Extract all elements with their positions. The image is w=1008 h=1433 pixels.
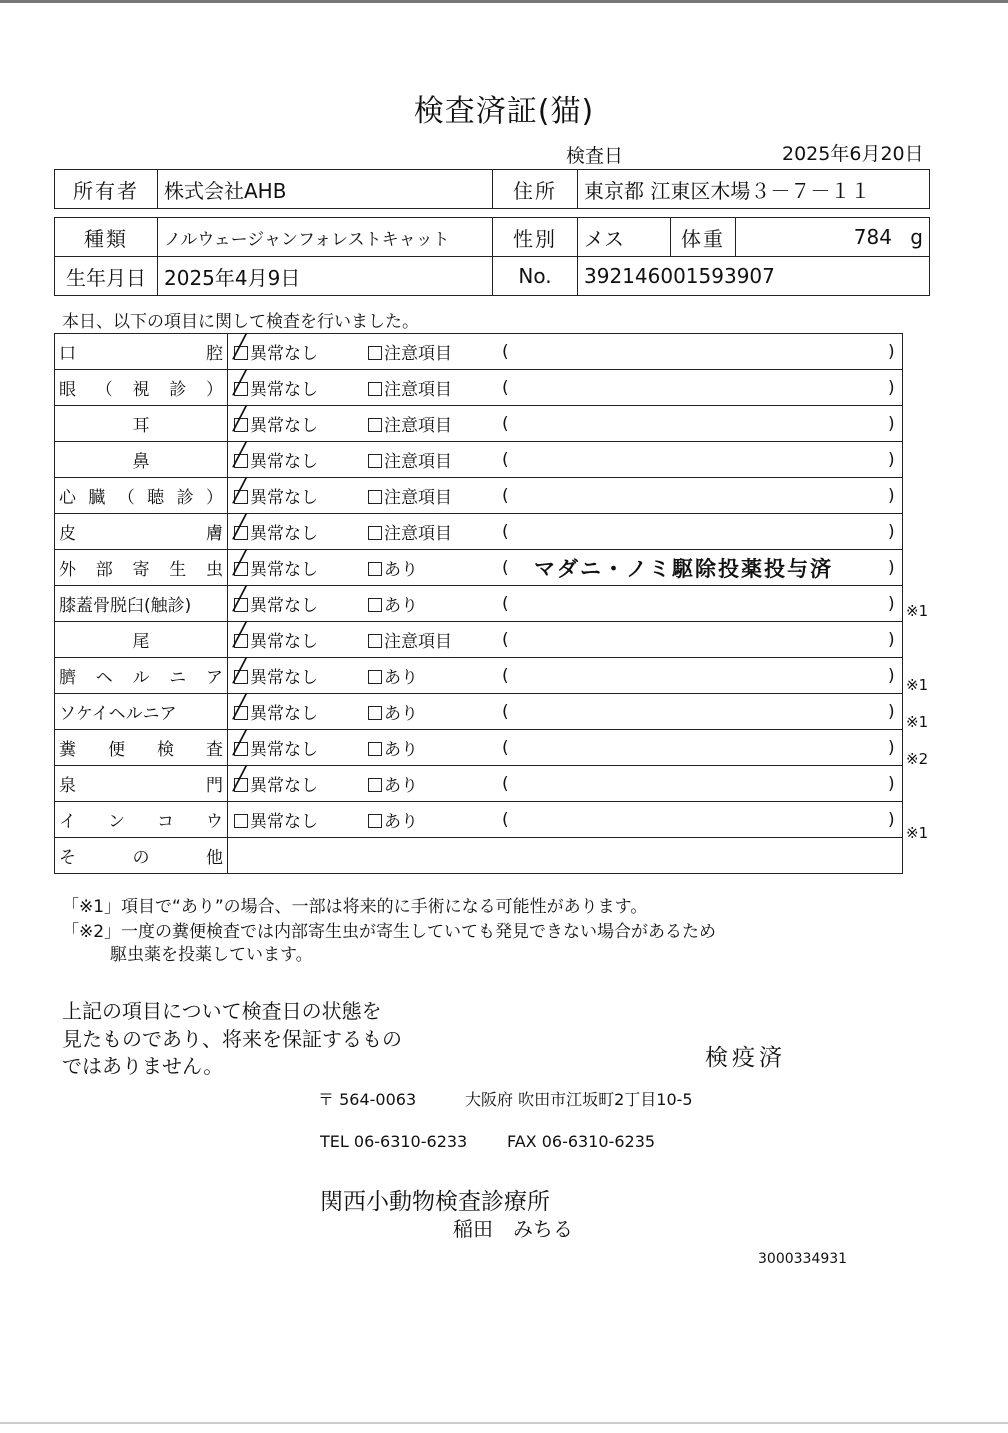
check-item-label-chars bbox=[59, 555, 223, 580]
check-item-label bbox=[55, 586, 228, 622]
close-paren: ) bbox=[888, 557, 895, 578]
open-paren: ( bbox=[502, 485, 509, 506]
check-row bbox=[55, 730, 903, 766]
check-options bbox=[228, 586, 903, 622]
no-abnormality-option[interactable] bbox=[233, 623, 318, 652]
label-char: 寄 bbox=[132, 560, 150, 580]
checkbox-attention[interactable] bbox=[368, 742, 382, 756]
disclaimer-line-3: ではありません。 bbox=[62, 1054, 224, 1078]
check-item-label bbox=[55, 658, 228, 694]
label-char: 膝蓋骨脱臼(触診) bbox=[59, 596, 192, 616]
no-abnormality-option[interactable] bbox=[233, 659, 318, 688]
attention-option[interactable] bbox=[368, 555, 418, 580]
no-abnormality-option[interactable] bbox=[233, 515, 318, 544]
checkbox-no-abnormality[interactable] bbox=[233, 479, 248, 504]
check-item-label-chars bbox=[59, 447, 223, 472]
close-paren: ) bbox=[888, 737, 895, 758]
footnote-marker: ※2 bbox=[906, 750, 929, 769]
label-char: 臍 bbox=[59, 668, 76, 688]
open-paren: ( bbox=[502, 737, 509, 758]
close-paren: ) bbox=[888, 413, 895, 434]
label-char: 診 bbox=[176, 488, 194, 508]
no-abnormality-option[interactable] bbox=[234, 807, 318, 832]
clinic-name: 関西小動物検査診療所 bbox=[320, 1189, 550, 1215]
no-label: No. bbox=[493, 257, 578, 296]
check-options bbox=[228, 622, 903, 658]
attention-option[interactable] bbox=[368, 483, 452, 508]
open-paren: ( bbox=[502, 665, 509, 686]
check-mark-icon: ╱ bbox=[233, 659, 247, 684]
note-2: 「※2」一度の糞便検査では内部寄生虫が寄生していても発見できない場合があるため bbox=[62, 922, 717, 942]
open-paren: ( bbox=[502, 809, 509, 830]
close-paren: ) bbox=[888, 593, 895, 614]
weight-label: 体重 bbox=[671, 218, 736, 257]
document-number: 3000334931 bbox=[758, 1251, 848, 1267]
label-char: 眼 bbox=[59, 380, 76, 400]
check-row bbox=[55, 334, 903, 370]
option-label: 異常なし bbox=[250, 524, 318, 544]
no-abnormality-option[interactable] bbox=[233, 587, 318, 616]
label-char: ア bbox=[206, 668, 223, 688]
owner-table bbox=[54, 169, 930, 209]
open-paren: ( bbox=[502, 701, 509, 722]
label-char: 心 bbox=[59, 488, 76, 508]
sex-label: 性別 bbox=[493, 218, 578, 257]
check-row bbox=[55, 622, 903, 658]
exam-date: 2025年6月20日 bbox=[782, 143, 924, 165]
clinic-tel: TEL 06-6310-6233 bbox=[320, 1132, 468, 1151]
weight-cell bbox=[736, 218, 930, 257]
label-char: ニ bbox=[169, 668, 187, 688]
check-mark-icon: ╱ bbox=[233, 515, 247, 540]
no-abnormality-option[interactable] bbox=[233, 695, 318, 724]
check-row bbox=[55, 694, 903, 730]
close-paren: ) bbox=[888, 701, 895, 722]
open-paren: ( bbox=[502, 593, 509, 614]
check-options-line bbox=[228, 334, 902, 369]
close-paren: ) bbox=[888, 377, 895, 398]
check-mark-icon: ╱ bbox=[233, 371, 247, 396]
open-paren: ( bbox=[502, 773, 509, 794]
label-char: 門 bbox=[206, 776, 223, 796]
check-row-other bbox=[55, 838, 903, 874]
checkbox-attention[interactable] bbox=[368, 382, 382, 396]
option-label: 注意項目 bbox=[384, 380, 452, 400]
no-abnormality-option[interactable] bbox=[233, 371, 318, 400]
label-char: そ bbox=[59, 848, 76, 868]
no-abnormality-option[interactable] bbox=[233, 731, 318, 760]
check-item-label bbox=[55, 334, 228, 370]
check-options-line bbox=[228, 406, 902, 441]
footnote-marker: ※1 bbox=[906, 713, 929, 731]
label-char: 他 bbox=[206, 848, 223, 868]
open-paren: ( bbox=[502, 557, 509, 578]
open-paren: ( bbox=[502, 377, 509, 398]
weight-unit: g bbox=[910, 225, 923, 249]
close-paren: ) bbox=[888, 629, 895, 650]
check-item-label-chars bbox=[59, 699, 223, 724]
dob-label: 生年月日 bbox=[55, 257, 158, 296]
checkbox-no-abnormality[interactable] bbox=[233, 731, 248, 756]
option-label: 異常なし bbox=[250, 812, 318, 832]
check-row bbox=[55, 442, 903, 478]
no-value: 392146001593907 bbox=[578, 257, 930, 296]
check-options bbox=[228, 802, 903, 838]
check-options-line bbox=[228, 658, 902, 693]
label-char: ン bbox=[108, 812, 125, 832]
attention-option[interactable] bbox=[368, 699, 418, 724]
check-item-label bbox=[55, 478, 228, 514]
attention-option[interactable] bbox=[368, 627, 452, 652]
check-item-label-chars bbox=[59, 807, 223, 832]
option-label: 異常なし bbox=[250, 380, 318, 400]
check-options bbox=[228, 658, 903, 694]
check-options-line bbox=[228, 694, 902, 729]
label-char: ソケイヘルニア bbox=[59, 704, 177, 724]
checkbox-no-abnormality[interactable] bbox=[233, 335, 248, 360]
check-mark-icon: ╱ bbox=[233, 695, 247, 720]
intro-text: 本日、以下の項目に関して検査を行いました。 bbox=[62, 312, 419, 332]
check-item-label bbox=[55, 514, 228, 550]
footnote-marker: ※1 bbox=[906, 601, 929, 620]
check-item-label bbox=[55, 766, 228, 802]
checkbox-no-abnormality[interactable] bbox=[233, 407, 248, 432]
label-char: の bbox=[132, 848, 150, 868]
checkbox-no-abnormality[interactable] bbox=[233, 767, 248, 792]
checkbox-attention[interactable] bbox=[368, 418, 382, 432]
check-options bbox=[228, 478, 903, 514]
check-options bbox=[228, 334, 903, 370]
check-mark-icon: ╱ bbox=[233, 587, 247, 612]
option-label: 異常なし bbox=[250, 488, 318, 508]
check-remark: マダニ・ノミ駆除投薬投与済 bbox=[534, 556, 833, 581]
check-item-label-chars bbox=[59, 339, 223, 364]
option-label: 注意項目 bbox=[384, 632, 452, 652]
label-char: 皮 bbox=[59, 524, 76, 544]
open-paren: ( bbox=[502, 449, 509, 470]
checkbox-attention[interactable] bbox=[368, 490, 382, 504]
note-3: 駆虫薬を投薬しています。 bbox=[110, 945, 313, 965]
label-char: 虫 bbox=[206, 560, 223, 580]
option-label: あり bbox=[384, 668, 418, 688]
label-char: 視 bbox=[132, 380, 150, 400]
dob-value: 2025年4月9日 bbox=[158, 257, 493, 296]
check-mark-icon: ╱ bbox=[233, 731, 247, 756]
option-label: あり bbox=[384, 596, 418, 616]
label-char: 部 bbox=[95, 560, 113, 580]
weight-value: 784 bbox=[853, 225, 892, 249]
option-label: 異常なし bbox=[250, 452, 318, 472]
check-item-label-chars bbox=[59, 519, 223, 544]
close-paren: ) bbox=[888, 521, 895, 542]
disclaimer-line-1: 上記の項目について検査日の状態を bbox=[62, 999, 382, 1023]
option-label: あり bbox=[384, 812, 418, 832]
option-label: 異常なし bbox=[250, 560, 318, 580]
no-abnormality-option[interactable] bbox=[233, 551, 318, 580]
check-options bbox=[228, 730, 903, 766]
label-char: 泉 bbox=[59, 776, 76, 796]
check-options-line bbox=[228, 514, 902, 549]
label-char: コ bbox=[157, 812, 174, 832]
attention-option[interactable] bbox=[368, 447, 452, 472]
label-char: ） bbox=[206, 380, 223, 400]
label-char: ヘ bbox=[95, 668, 113, 688]
attention-option[interactable] bbox=[368, 339, 452, 364]
check-options bbox=[228, 766, 903, 802]
attention-option[interactable] bbox=[368, 375, 452, 400]
note-1: 「※1」項目で“あり”の場合、一部は将来的に手術になる可能性があります。 bbox=[62, 897, 648, 917]
no-abnormality-option[interactable] bbox=[233, 335, 318, 364]
check-item-label bbox=[55, 406, 228, 442]
option-label: 注意項目 bbox=[384, 416, 452, 436]
option-label: 異常なし bbox=[250, 668, 318, 688]
option-label: 異常なし bbox=[250, 596, 318, 616]
option-label: 異常なし bbox=[250, 704, 318, 724]
check-mark-icon: ╱ bbox=[233, 335, 247, 360]
close-paren: ) bbox=[888, 341, 895, 362]
close-paren: ) bbox=[888, 665, 895, 686]
label-char: 尾 bbox=[132, 632, 150, 652]
checks-table bbox=[54, 333, 903, 874]
label-char: （ bbox=[117, 488, 135, 508]
check-options-line bbox=[228, 442, 902, 477]
check-options bbox=[228, 514, 903, 550]
checkbox-no-abnormality[interactable] bbox=[233, 659, 248, 684]
label-char: 鼻 bbox=[132, 452, 150, 472]
check-mark-icon: ╱ bbox=[233, 623, 247, 648]
check-item-label-chars bbox=[59, 591, 223, 616]
no-abnormality-option[interactable] bbox=[233, 407, 318, 436]
check-row bbox=[55, 658, 903, 694]
check-options bbox=[228, 442, 903, 478]
attention-option[interactable] bbox=[368, 663, 418, 688]
check-options-line bbox=[228, 622, 902, 657]
check-options bbox=[228, 406, 903, 442]
exam-date-label: 検査日 bbox=[566, 145, 624, 167]
check-row bbox=[55, 586, 903, 622]
option-label: 異常なし bbox=[250, 632, 318, 652]
check-row bbox=[55, 370, 903, 406]
clinic-address: 大阪府 吹田市江坂町2丁目10-5 bbox=[465, 1090, 693, 1109]
check-options-line bbox=[228, 766, 902, 801]
owner-label: 所有者 bbox=[55, 170, 158, 209]
label-char: 検 bbox=[157, 740, 174, 760]
owner-value: 株式会社AHB bbox=[158, 170, 493, 209]
close-paren: ) bbox=[888, 773, 895, 794]
checkbox-no-abnormality[interactable] bbox=[233, 371, 248, 396]
label-char: 腔 bbox=[206, 344, 223, 364]
check-options-line bbox=[228, 370, 902, 405]
checkbox-no-abnormality[interactable] bbox=[233, 551, 248, 576]
check-row bbox=[55, 766, 903, 802]
check-item-label bbox=[55, 802, 228, 838]
other-label-chars bbox=[59, 843, 223, 868]
check-options-line bbox=[228, 550, 902, 585]
check-item-label bbox=[55, 694, 228, 730]
option-label: 異常なし bbox=[250, 344, 318, 364]
option-label: 注意項目 bbox=[384, 344, 452, 364]
label-char: 診 bbox=[169, 380, 187, 400]
check-item-label-chars bbox=[59, 627, 223, 652]
check-row bbox=[55, 514, 903, 550]
checkbox-attention[interactable] bbox=[368, 670, 382, 684]
option-label: 注意項目 bbox=[384, 524, 452, 544]
label-char: 膚 bbox=[206, 524, 223, 544]
option-label: 異常なし bbox=[250, 740, 318, 760]
check-options bbox=[228, 550, 903, 586]
check-mark-icon: ╱ bbox=[233, 767, 247, 792]
document-title: 検査済証(猫) bbox=[413, 94, 595, 129]
option-label: あり bbox=[384, 776, 418, 796]
check-item-label bbox=[55, 550, 228, 586]
option-label: 異常なし bbox=[250, 776, 318, 796]
label-char: 聴 bbox=[147, 488, 165, 508]
open-paren: ( bbox=[502, 521, 509, 542]
check-item-label-chars bbox=[59, 375, 223, 400]
label-char: 耳 bbox=[132, 416, 150, 436]
label-char: 糞 bbox=[59, 740, 76, 760]
check-options-line bbox=[228, 730, 902, 765]
check-row bbox=[55, 478, 903, 514]
scan-top-edge bbox=[0, 0, 1008, 3]
open-paren: ( bbox=[502, 413, 509, 434]
check-item-label-chars bbox=[59, 411, 223, 436]
check-mark-icon: ╱ bbox=[233, 551, 247, 576]
check-item-label-chars bbox=[59, 771, 223, 796]
option-label: あり bbox=[384, 560, 418, 580]
checkbox-attention[interactable] bbox=[368, 598, 382, 612]
checkbox-attention[interactable] bbox=[368, 778, 382, 792]
checkbox-attention[interactable] bbox=[368, 454, 382, 468]
check-item-label bbox=[55, 370, 228, 406]
option-label: 異常なし bbox=[250, 416, 318, 436]
check-item-label bbox=[55, 442, 228, 478]
scan-bottom-edge bbox=[0, 1422, 1008, 1424]
label-char: （ bbox=[95, 380, 113, 400]
no-abnormality-option[interactable] bbox=[233, 479, 318, 508]
address-label: 住所 bbox=[493, 170, 578, 209]
check-mark-icon: ╱ bbox=[233, 407, 247, 432]
postal-code: 〒 564-0063 bbox=[318, 1090, 417, 1109]
label-char: 生 bbox=[169, 560, 187, 580]
close-paren: ) bbox=[888, 449, 895, 470]
label-char: 口 bbox=[59, 344, 76, 364]
checkbox-attention[interactable] bbox=[368, 526, 382, 540]
checkbox-no-abnormality[interactable] bbox=[233, 515, 248, 540]
check-item-label-chars bbox=[59, 735, 223, 760]
check-row bbox=[55, 802, 903, 838]
address-value: 東京都 江東区木場３－７－１１ bbox=[578, 170, 930, 209]
checkbox-attention[interactable] bbox=[368, 814, 382, 828]
check-item-label bbox=[55, 730, 228, 766]
check-options-line bbox=[228, 802, 902, 837]
close-paren: ) bbox=[888, 809, 895, 830]
checkbox-no-abnormality[interactable] bbox=[233, 443, 248, 468]
check-row bbox=[55, 406, 903, 442]
other-label bbox=[55, 838, 228, 874]
option-label: 注意項目 bbox=[384, 452, 452, 472]
label-char: 臓 bbox=[88, 488, 106, 508]
open-paren: ( bbox=[502, 341, 509, 362]
check-row bbox=[55, 550, 903, 586]
open-paren: ( bbox=[502, 629, 509, 650]
checkbox-attention[interactable] bbox=[368, 346, 382, 360]
attention-option[interactable] bbox=[368, 519, 452, 544]
attention-option[interactable] bbox=[368, 771, 418, 796]
label-char: イ bbox=[59, 812, 76, 832]
checkbox-attention[interactable] bbox=[368, 562, 382, 576]
disclaimer-line-2: 見たものであり、将来を保証するもの bbox=[62, 1027, 402, 1051]
attention-option[interactable] bbox=[368, 411, 452, 436]
checkbox-attention[interactable] bbox=[368, 706, 382, 720]
option-label: 注意項目 bbox=[384, 488, 452, 508]
option-label: あり bbox=[384, 740, 418, 760]
attention-option[interactable] bbox=[368, 807, 418, 832]
label-char: ル bbox=[132, 668, 150, 688]
footnote-marker: ※1 bbox=[906, 675, 929, 694]
check-options-line bbox=[228, 586, 902, 621]
animal-table bbox=[54, 217, 930, 296]
doctor-name: 稲田 みちる bbox=[453, 1217, 573, 1241]
no-abnormality-option[interactable] bbox=[233, 443, 318, 472]
check-options bbox=[228, 694, 903, 730]
type-value: ノルウェージャンフォレストキャット bbox=[158, 218, 493, 257]
label-char: ） bbox=[205, 488, 223, 508]
checkbox-no-abnormality[interactable] bbox=[233, 695, 248, 720]
other-value[interactable] bbox=[228, 838, 903, 874]
label-char: 査 bbox=[206, 740, 223, 760]
checkbox-attention[interactable] bbox=[368, 634, 382, 648]
option-label: あり bbox=[384, 704, 418, 724]
check-item-label-chars bbox=[59, 663, 223, 688]
check-options-line bbox=[228, 478, 902, 513]
clinic-fax: FAX 06-6310-6235 bbox=[507, 1132, 656, 1151]
checkbox-no-abnormality[interactable] bbox=[233, 587, 248, 612]
type-label: 種類 bbox=[55, 218, 158, 257]
attention-option[interactable] bbox=[368, 591, 418, 616]
label-char: ウ bbox=[206, 812, 223, 832]
label-char: 外 bbox=[59, 560, 76, 580]
attention-option[interactable] bbox=[368, 735, 418, 760]
checkbox-no-abnormality[interactable] bbox=[234, 814, 248, 828]
check-options bbox=[228, 370, 903, 406]
check-mark-icon: ╱ bbox=[233, 479, 247, 504]
check-item-label bbox=[55, 622, 228, 658]
sex-value: メス bbox=[578, 218, 671, 257]
check-mark-icon: ╱ bbox=[233, 443, 247, 468]
label-char: 便 bbox=[108, 740, 125, 760]
check-item-label-chars bbox=[59, 483, 223, 508]
close-paren: ) bbox=[888, 485, 895, 506]
no-abnormality-option[interactable] bbox=[233, 767, 318, 796]
footnote-marker: ※1 bbox=[906, 824, 929, 843]
quarantine-stamp: 検疫済 bbox=[705, 1045, 786, 1071]
checkbox-no-abnormality[interactable] bbox=[233, 623, 248, 648]
